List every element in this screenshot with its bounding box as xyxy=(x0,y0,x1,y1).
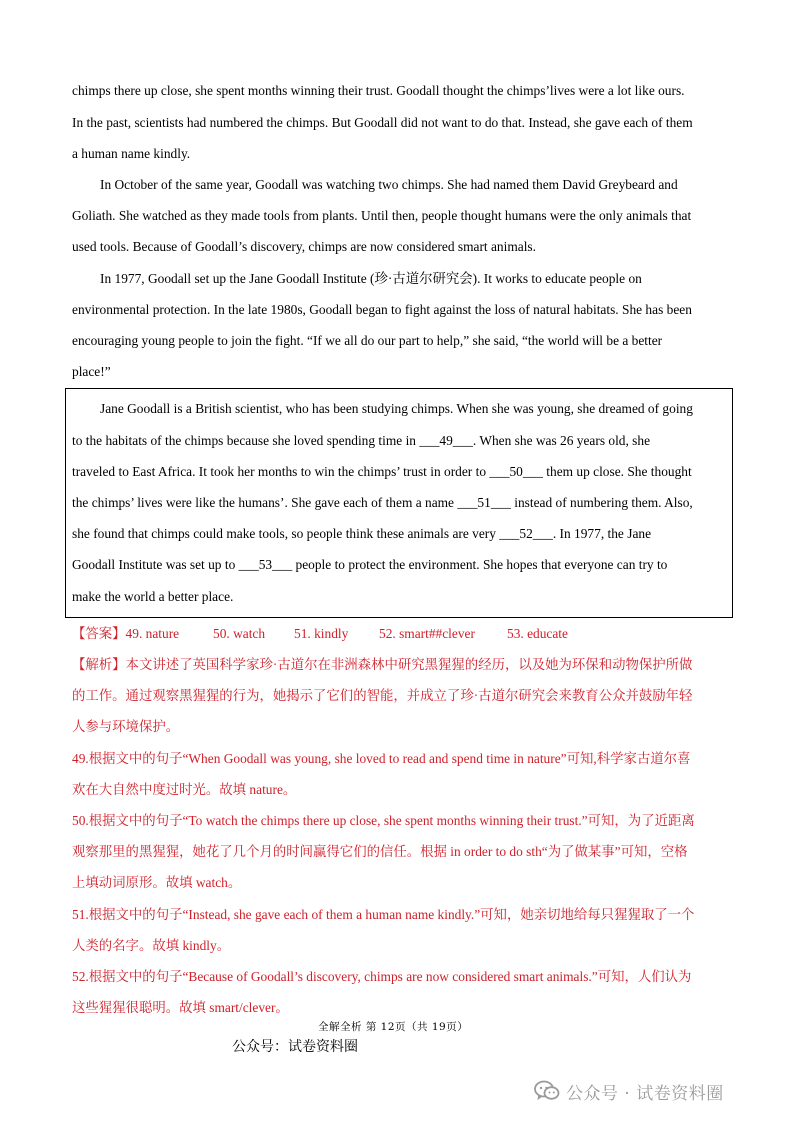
summary-line: Goodall Institute was set up to ___53___ people to protect the environment. She hopes that everyone can try to xyxy=(72,557,668,572)
watermark xyxy=(534,1078,724,1104)
answer-53: 53. educate xyxy=(507,626,568,641)
analysis-line: 的工作。通过观察黑猩猩的行为，她揭示了它们的智能，并成立了珍·古道尔研究会来教育公众并鼓励年轻 xyxy=(72,688,693,703)
passage-line: In 1977, Goodall set up the Jane Goodall Institute (珍·古道尔研究会). It works to educate people on xyxy=(100,271,642,286)
analysis-line: 人类的名字。故填 kindly。 xyxy=(72,938,231,953)
watermark-text: 公众号 · 试卷资料圈 xyxy=(566,1083,724,1104)
passage-line: In October of the same year, Goodall was watching two chimps. She had named them David Greybeard and xyxy=(100,177,678,192)
passage-line: a human name kindly. xyxy=(72,146,191,161)
answer-label: 【答案】49. nature xyxy=(72,626,180,641)
analysis-line: 欢在大自然中度过时光。故填 nature。 xyxy=(72,782,297,797)
passage-line: In the past, scientists had numbered the chimps. But Goodall did not want to do that. Instead, she gave each of them xyxy=(72,115,693,130)
analysis-line: 52.根据文中的句子“Because of Goodall’s discovery, chimps are now considered smart animals.”可知，人们认为 xyxy=(72,969,692,984)
passage-line: encouraging young people to join the fight. “If we all do our part to help,” she said, “the world will be a better xyxy=(72,333,663,348)
account-label: 公众号：试卷资料圈 xyxy=(232,1039,358,1055)
analysis-line: 人参与环境保护。 xyxy=(72,719,180,734)
summary-line: she found that chimps could make tools, so people think these animals are very ___52___. In 1977, the Jane xyxy=(72,526,652,541)
analysis-line: 【解析】本文讲述了英国科学家珍·古道尔在非洲森林中研究黑猩猩的经历，以及她为环保和动物保护所做 xyxy=(72,657,693,672)
answer-50: 50. watch xyxy=(213,626,266,641)
analysis-line: 这些猩猩很聪明。故填 smart/clever。 xyxy=(72,1000,289,1015)
analysis-line: 51.根据文中的句子“Instead, she gave each of them a human name kindly.”可知，她亲切地给每只猩猩取了一个 xyxy=(72,907,695,922)
analysis-line: 50.根据文中的句子“To watch the chimps there up close, she spent months winning their trust.”可知，为了近距离 xyxy=(72,813,695,828)
summary-line: the chimps’ lives were like the humans’. She gave each of them a name ___51___ instead of numbering them. Also, xyxy=(72,495,693,510)
answer-52: 52. smart##clever xyxy=(379,626,475,641)
analysis-line: 上填动词原形。故填 watch。 xyxy=(72,875,242,890)
summary-line: make the world a better place. xyxy=(72,589,234,604)
analysis-line: 49.根据文中的句子“When Goodall was young, she loved to read and spend time in nature”可知,科学家古道尔喜 xyxy=(72,751,691,766)
answer-51: 51. kindly xyxy=(294,626,349,641)
passage-line: environmental protection. In the late 1980s, Goodall began to fight against the loss of natural habitats. She has been xyxy=(72,302,692,317)
passage-line: used tools. Because of Goodall’s discovery, chimps are now considered smart animals. xyxy=(72,239,536,254)
passage-line: place!” xyxy=(72,364,111,379)
passage-line: Goliath. She watched as they made tools from plants. Until then, people thought humans were the only animals that xyxy=(72,208,692,223)
wechat-icon xyxy=(534,1080,560,1102)
summary-line: traveled to East Africa. It took her months to win the chimps’ trust in order to ___50___ them up close. She thought xyxy=(72,464,692,479)
summary-line: to the habitats of the chimps because she loved spending time in ___49___. When she was 26 years old, she xyxy=(72,433,651,448)
analysis-line: 观察那里的黑猩猩，她花了几个月的时间赢得它们的信任。根据 in order to do sth“为了做某事”可知，空格 xyxy=(72,844,688,859)
page-footer: 全解全析 第 12页（共 19页） xyxy=(318,1021,469,1033)
summary-line: Jane Goodall is a British scientist, who has been studying chimps. When she was young, she dreamed of going xyxy=(100,401,693,416)
passage-line: chimps there up close, she spent months winning their trust. Goodall thought the chimps’lives were a lot like ours. xyxy=(72,83,685,98)
